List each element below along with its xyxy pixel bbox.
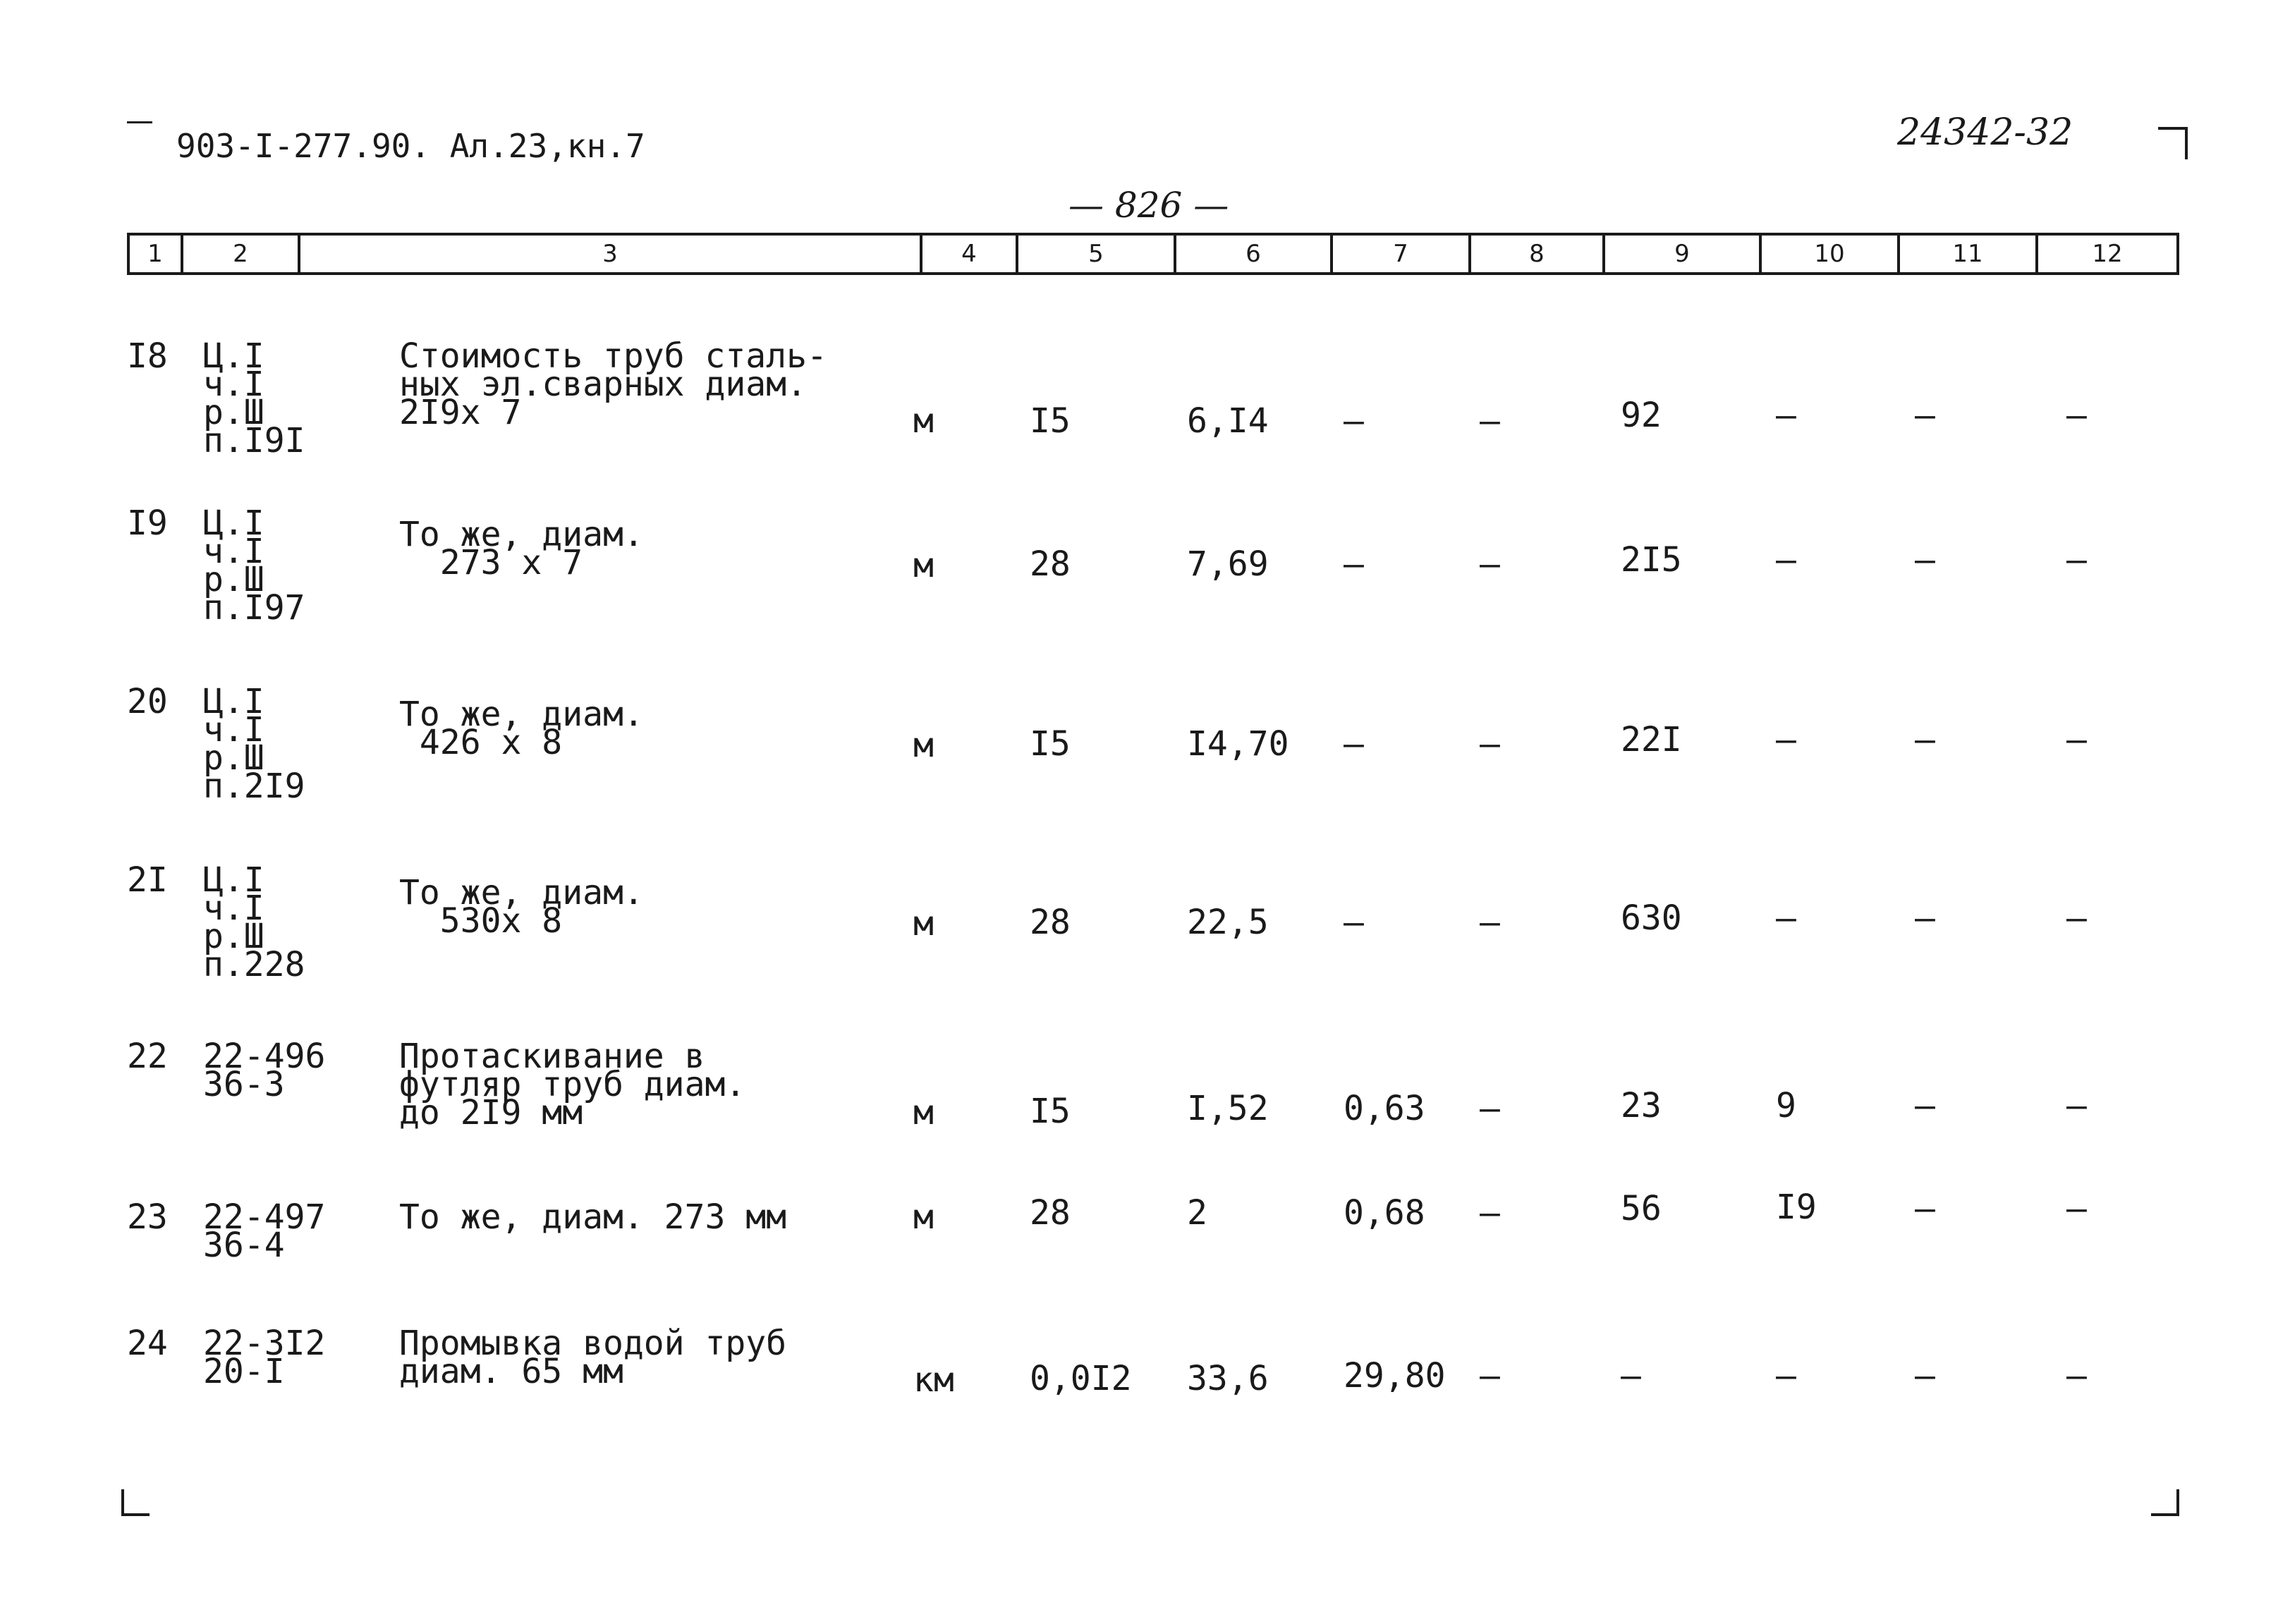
column-header-3: 3 — [300, 236, 922, 272]
row-number: 20 — [127, 682, 168, 721]
corner-mark-top-right — [2158, 127, 2188, 159]
row-col9: – — [1621, 1356, 1641, 1396]
column-header-1: 1 — [130, 236, 183, 272]
row-col11: – — [1915, 1356, 1935, 1396]
row-col7: – — [1344, 544, 1364, 584]
row-col5: I5 — [1030, 401, 1071, 441]
row-col7: 0,63 — [1344, 1089, 1425, 1128]
row-reference: Ц.I ч.I р.Ш п.I97 — [203, 503, 305, 628]
row-reference: Ц.I ч.I р.Ш п.I9I — [203, 336, 305, 460]
row-description: То же, диам. 426 х 8 — [399, 695, 644, 762]
row-col7: – — [1344, 401, 1364, 441]
row-col9: 92 — [1621, 396, 1662, 435]
row-col7: – — [1344, 903, 1364, 942]
row-col6: 7,69 — [1187, 544, 1269, 584]
row-unit: м — [913, 401, 934, 441]
corner-mark-top-left — [127, 121, 152, 123]
row-description: То же, диам. 273 мм — [399, 1197, 787, 1237]
row-col10: – — [1776, 540, 1796, 580]
column-header-11: 11 — [1900, 236, 2038, 272]
column-header-6: 6 — [1176, 236, 1333, 272]
page-number: — 826 — — [1068, 185, 1229, 226]
row-reference: 22-497 36-4 — [203, 1197, 326, 1265]
row-col9: 23 — [1621, 1086, 1662, 1125]
column-header-10: 10 — [1762, 236, 1900, 272]
row-reference: Ц.I ч.I р.Ш п.228 — [203, 860, 305, 984]
row-col12: – — [2066, 720, 2087, 759]
row-description: Протаскивание в футляр труб диам. до 2I9 мм — [399, 1037, 746, 1132]
row-description: Промывка водой труб диам. 65 мм — [399, 1324, 787, 1391]
row-col12: – — [2066, 1086, 2087, 1125]
row-number: 24 — [127, 1324, 168, 1363]
row-col6: 2 — [1187, 1193, 1207, 1233]
row-col10: – — [1776, 396, 1796, 435]
row-col5: 0,0I2 — [1030, 1359, 1132, 1398]
row-col12: – — [2066, 396, 2087, 435]
row-col8: – — [1480, 1193, 1500, 1233]
row-col8: – — [1480, 724, 1500, 764]
row-col10: I9 — [1776, 1188, 1817, 1227]
column-header-4: 4 — [922, 236, 1018, 272]
row-col9: 630 — [1621, 898, 1682, 938]
sheet-number: 24342-32 — [1897, 111, 2073, 154]
row-col10: – — [1776, 1356, 1796, 1396]
row-number: 22 — [127, 1037, 168, 1076]
row-col6: I4,70 — [1187, 724, 1289, 764]
row-unit: м — [913, 1093, 934, 1132]
row-col8: – — [1480, 401, 1500, 441]
row-number: 23 — [127, 1197, 168, 1237]
row-col5: 28 — [1030, 544, 1071, 584]
row-col11: – — [1915, 1086, 1935, 1125]
row-unit: км — [913, 1360, 954, 1400]
row-col11: – — [1915, 1189, 1935, 1228]
row-col8: – — [1480, 544, 1500, 584]
row-col7: – — [1344, 724, 1364, 764]
corner-mark-bottom-left — [121, 1489, 150, 1516]
row-col10: – — [1776, 720, 1796, 759]
column-header-7: 7 — [1333, 236, 1471, 272]
document-code: 903-I-277.90. Ал.23,кн.7 — [176, 127, 645, 165]
row-number: 2I — [127, 860, 168, 900]
row-col8: – — [1480, 903, 1500, 942]
row-col12: – — [2066, 540, 2087, 580]
row-col5: 28 — [1030, 903, 1071, 942]
row-col6: 22,5 — [1187, 903, 1269, 942]
row-col5: I5 — [1030, 724, 1071, 764]
row-col5: 28 — [1030, 1193, 1071, 1233]
row-col7: 29,80 — [1344, 1356, 1446, 1396]
row-col12: – — [2066, 1356, 2087, 1396]
row-col12: – — [2066, 1189, 2087, 1228]
column-header-5: 5 — [1018, 236, 1176, 272]
row-unit: м — [913, 1197, 934, 1237]
row-unit: м — [913, 546, 934, 585]
row-col12: – — [2066, 898, 2087, 938]
row-unit: м — [913, 904, 934, 944]
row-col10: 9 — [1776, 1086, 1796, 1125]
row-col9: 22I — [1621, 720, 1682, 759]
row-col8: – — [1480, 1089, 1500, 1128]
row-col7: 0,68 — [1344, 1193, 1425, 1233]
row-col11: – — [1915, 898, 1935, 938]
column-header-row — [127, 233, 2179, 275]
row-number: I9 — [127, 503, 168, 543]
row-col8: – — [1480, 1356, 1500, 1396]
column-header-2: 2 — [183, 236, 300, 272]
row-col11: – — [1915, 396, 1935, 435]
column-header-9: 9 — [1605, 236, 1762, 272]
row-col6: 33,6 — [1187, 1359, 1269, 1398]
column-header-8: 8 — [1471, 236, 1605, 272]
column-header-12: 12 — [2092, 240, 2123, 268]
row-reference: 22-496 36-3 — [203, 1037, 326, 1104]
row-col11: – — [1915, 720, 1935, 759]
row-description: То же, диам. 530х 8 — [399, 873, 644, 941]
corner-mark-bottom-right — [2151, 1489, 2179, 1516]
row-col6: I,52 — [1187, 1089, 1269, 1128]
row-col9: 56 — [1621, 1189, 1662, 1228]
row-col9: 2I5 — [1621, 540, 1682, 580]
row-unit: м — [913, 726, 934, 765]
row-number: I8 — [127, 336, 168, 376]
row-description: То же, диам. 273 х 7 — [399, 515, 644, 582]
row-reference: Ц.I ч.I р.Ш п.2I9 — [203, 682, 305, 806]
row-col11: – — [1915, 540, 1935, 580]
row-description: Стоимость труб сталь- ных эл.сварных диам. 2I9х 7 — [399, 336, 827, 432]
row-col6: 6,I4 — [1187, 401, 1269, 441]
row-col5: I5 — [1030, 1092, 1071, 1131]
row-col10: – — [1776, 898, 1796, 938]
row-reference: 22-3I2 20-I — [203, 1324, 326, 1391]
